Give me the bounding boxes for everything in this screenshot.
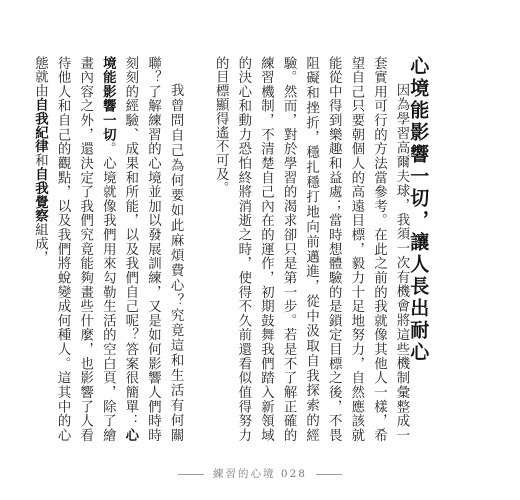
footer-page-number: 028 (280, 468, 307, 480)
footer-rule-right (316, 474, 342, 475)
paragraph-2 (28, 56, 186, 442)
paragraph-1-text: 因為學習高爾夫球，我須一次有機會將這些機制彙整成一套實用可行的方法當參考。在此之前的我就像其他人一樣，希望自己只要朝個人的高遠目標，毅力十足地努力，自然應該就能從中得到樂趣和益處；當時想體驗的是鎖定目標之後，不畏阻礙和挫折，穩扎穩打地向前邁進，從中汲取自我探索的經驗。然而，對於學習的渴求卻只是第一步。若是不了解正確的練習機制，不清楚自己內在的運作，初期鼓舞我們踏入新領域的決心和動力恐怕終將消逝之時，使得不久前還看似值得努力的目標顯得遙不可及。 (213, 56, 409, 442)
emphasis-self-discipline: 自我紀律 (32, 97, 48, 154)
page-footer (0, 466, 520, 481)
body-text (28, 56, 412, 442)
footer-rule-left (178, 474, 204, 475)
footer-book-title: 練習的心境 (213, 468, 276, 480)
paragraph-2-text-b: 。心境就像我們用來勾勒生活的空白頁，除了繪畫內容之外，還決定了我們究竟能夠畫些什麼，也影響了人看待他人和自己的觀點，以及我們將蛻變成何種人。這其中的心態就由 (32, 56, 116, 442)
paragraph-2-text-c: 和 (32, 153, 48, 168)
page-title: 心境能影響一切，讓人長出耐心 (407, 56, 430, 364)
paragraph-break (186, 56, 209, 442)
emphasis-self-awareness: 自我覺察 (32, 167, 48, 223)
paragraph-1 (209, 56, 412, 442)
paragraph-2-text-d: 組成， (32, 222, 48, 265)
paragraph-2-text-a: 我曾問自己為何要如此麻煩費心？究竟這和生活有何關聯？了解練習的心境並加以發展訓練，又是如何影響人們時時刻刻的經驗、成果和所能，以及我們自己呢？答案很簡單： (122, 56, 184, 442)
emphasis-mindset: 心境能影響一切 (100, 56, 138, 442)
